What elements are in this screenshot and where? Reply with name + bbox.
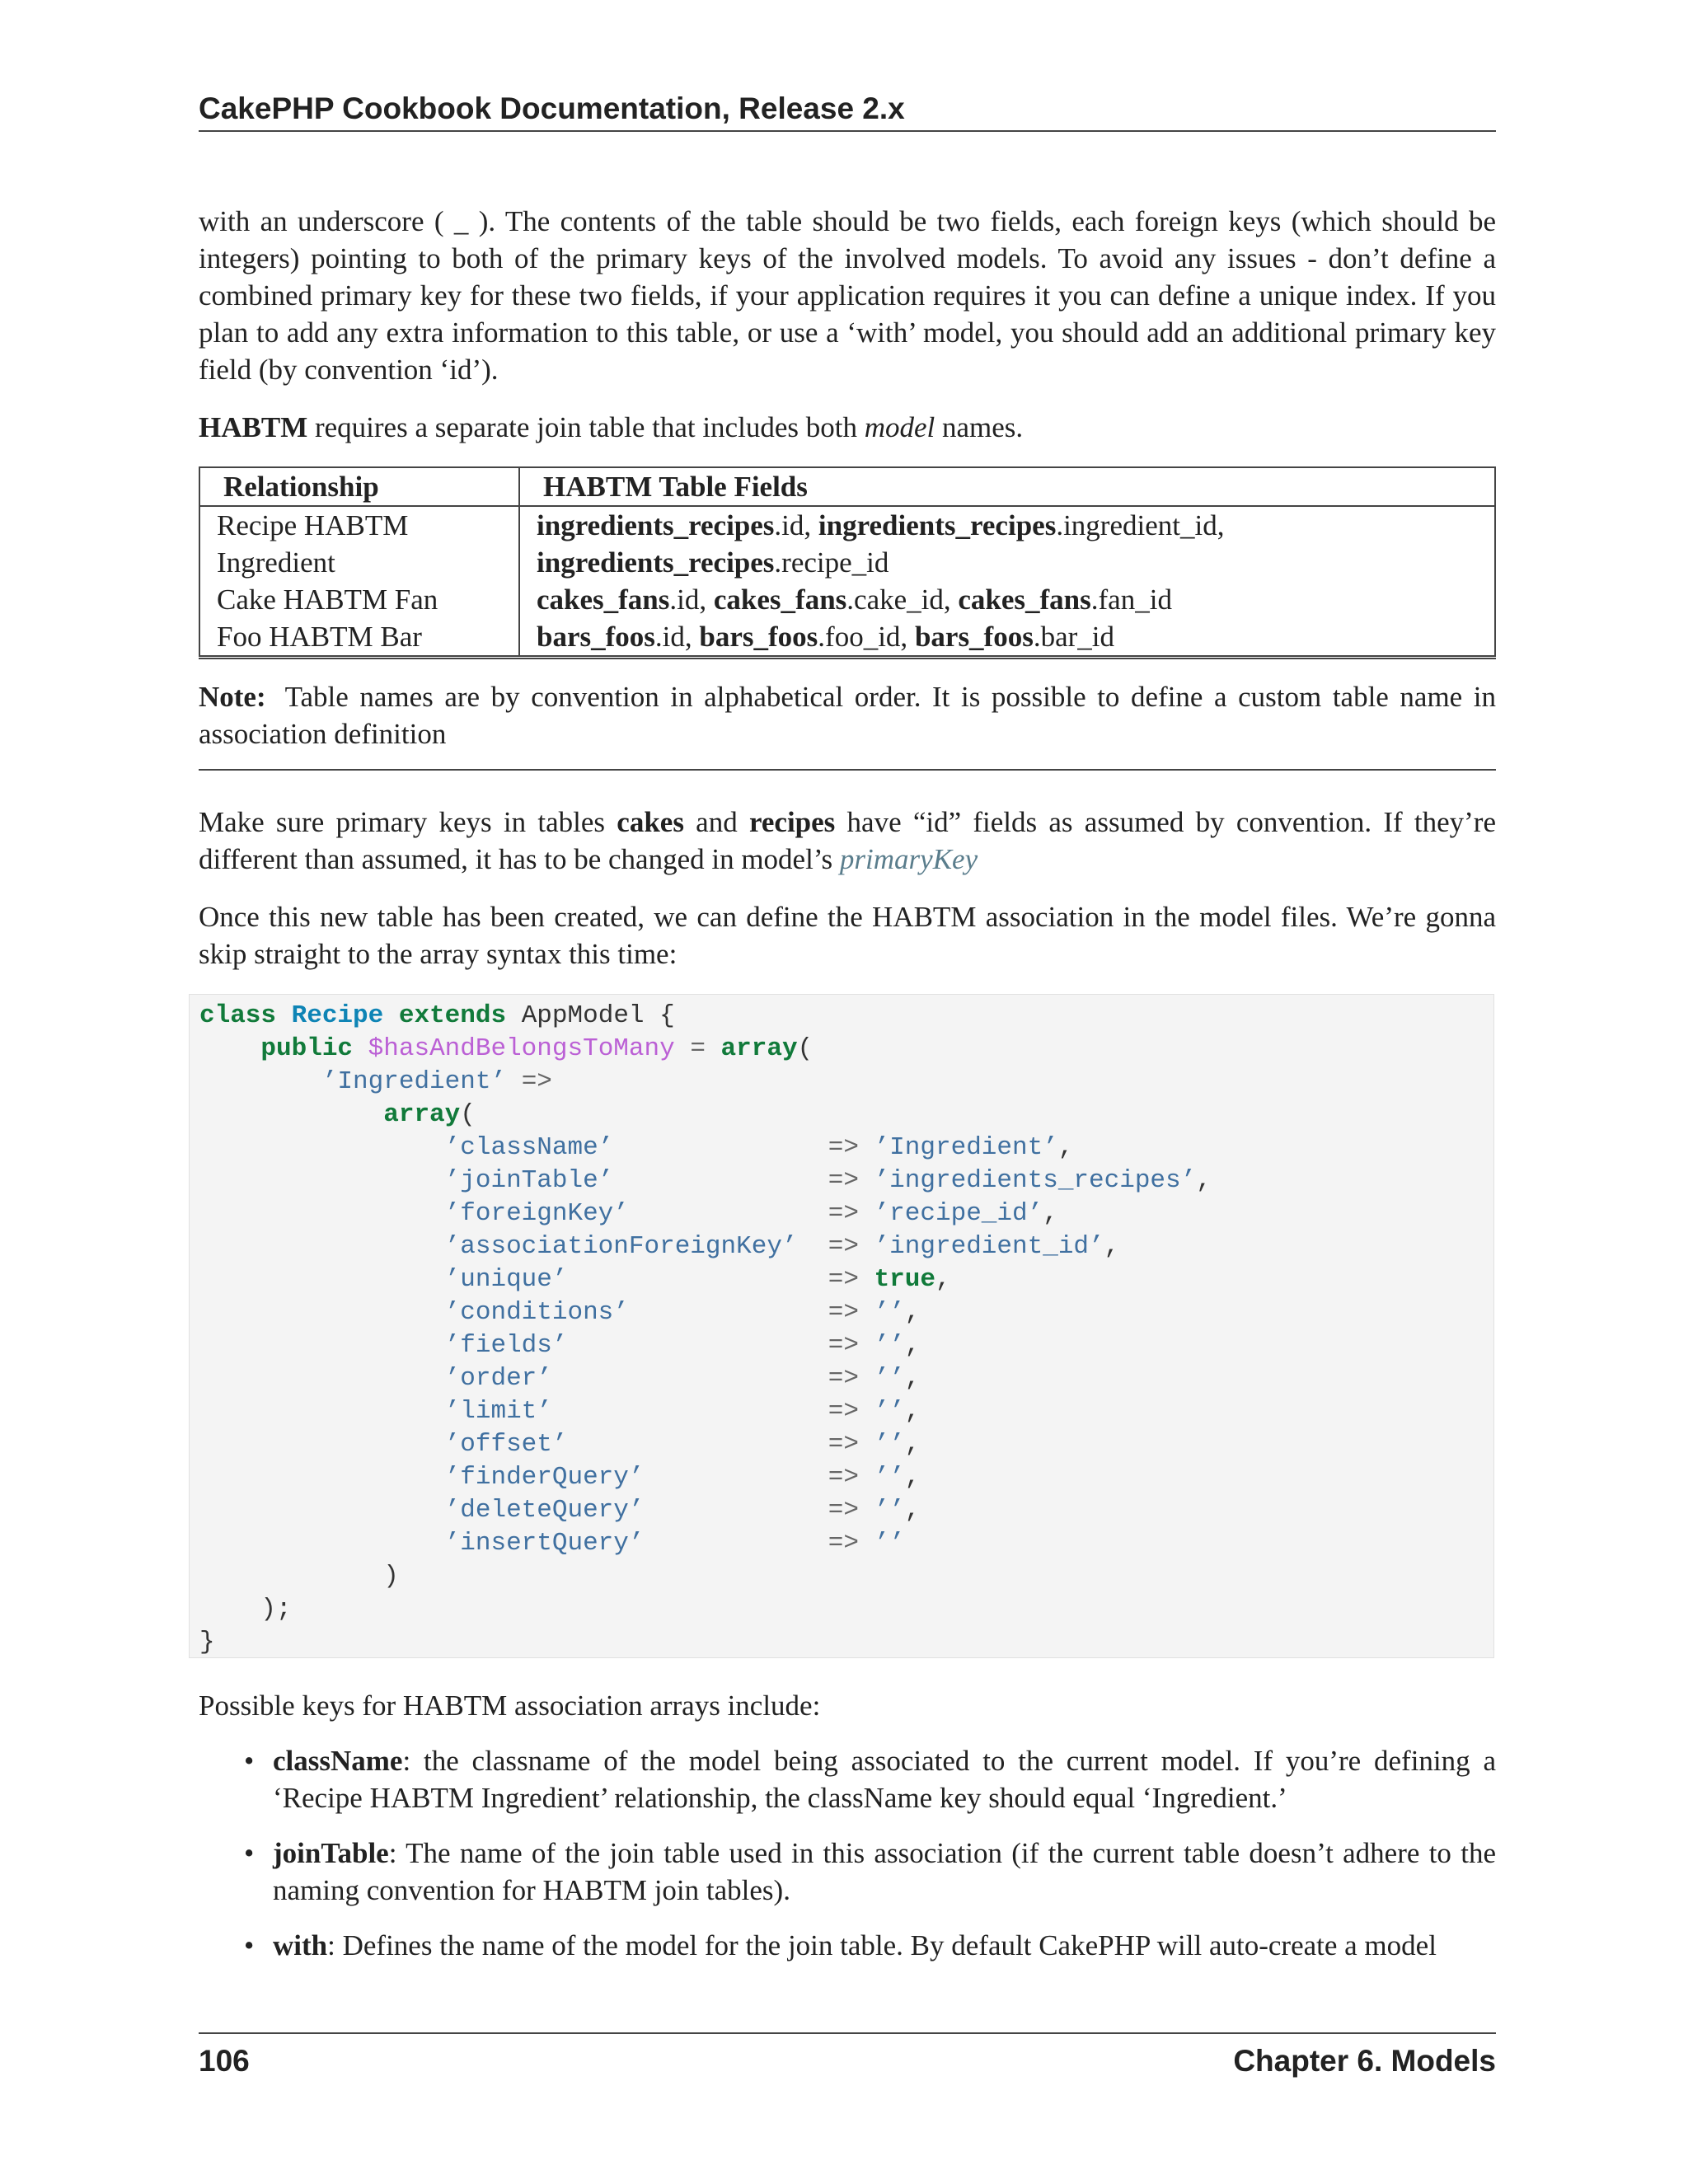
cell-relationship: Recipe HABTM Ingredient <box>217 509 409 579</box>
list-item: • className: the classname of the model being associated to the current model. If you’re defining a ‘Recipe HABTM Ingredient’ relationship, the className key should equal ‘Ingredient.’ <box>244 1745 1496 1814</box>
habtm-term: HABTM <box>199 411 308 443</box>
table-row <box>199 618 1495 658</box>
code-line: ’foreignKey’ => ’recipe_id’, <box>444 1199 1058 1228</box>
list-item: • with: Defines the name of the model for the join table. By default CakePHP will auto-create a model <box>244 1929 1437 1961</box>
code-line: ’limit’ => ’’, <box>444 1397 921 1426</box>
code-block: class Recipe extends AppModel { public $hasAndBelongsToMany = array( ’Ingredient’ => array( ’className’ => ’Ingredient’, ’joinTable’ => ’ingredients_recipes’, ’foreignKey’ => ’recipe_id’, ’associationForeignKey’ => ’ingredient_id’, ’unique’ => true, ’conditions’ => ’’, ’fields’ => ’’, ’order’ => ’’, ’limit’ => ’’, ’offset’ => ’’, ’finderQuery’ => ’’, ’deleteQuery’ => ’’, ’insertQuery’ => ’’ ) ); } <box>189 994 1494 1658</box>
cell-fields: ingredients_recipes.id, ingredients_recipes.ingredient_id, ingredients_recipes.recipe_id <box>519 506 1495 581</box>
table-row <box>199 506 1495 581</box>
code-key: ’insertQuery’ <box>444 1529 645 1558</box>
keys-list <box>199 1742 1496 1982</box>
code-key: ’foreignKey’ <box>444 1199 629 1228</box>
code-key: ’offset’ <box>444 1430 568 1459</box>
paragraph-primary-keys: Make sure primary keys in tables cakes and recipes have “id” fields as assumed by convention. If they’re different than assumed, it has to be changed in model’s primaryKey <box>199 806 1496 875</box>
paragraph-join-table: with an underscore ( _ ). The contents of the table should be two fields, each foreign keys (which should be integers) pointing to both of the primary keys of the involved models. To avoid any issues - don’t define a combined primary key for these two fields, if your application requires it you can define a unique index. If you plan to add any extra information to this table, or use a ‘with’ model, you should add an additional primary key field (by convention ‘id’). <box>199 205 1496 386</box>
table-row <box>199 581 1495 618</box>
code-line: ’fields’ => ’’, <box>444 1331 921 1360</box>
habtm-table <box>199 466 1496 659</box>
code-line: ’className’ => ’Ingredient’, <box>444 1133 1074 1162</box>
model-term: model <box>864 411 935 443</box>
code-key: ’unique’ <box>444 1265 568 1294</box>
code-line: ’order’ => ’’, <box>444 1364 921 1393</box>
code-key: ’joinTable’ <box>444 1166 614 1195</box>
code-value: ’’ <box>874 1463 905 1492</box>
code-value: ’’ <box>874 1364 905 1393</box>
code-key: ’conditions’ <box>444 1298 629 1327</box>
code-key: ’order’ <box>444 1364 552 1393</box>
cell-fields: bars_foos.id, bars_foos.foo_id, bars_foos.bar_id <box>519 618 1495 658</box>
cell-relationship: Foo HABTM Bar <box>217 621 422 653</box>
code-line: ’deleteQuery’ => ’’, <box>444 1496 921 1525</box>
column-header-fields: HABTM Table Fields <box>519 467 1495 506</box>
code-line: ’associationForeignKey’ => ’ingredient_id’, <box>444 1232 1120 1261</box>
column-header-relationship: Relationship <box>199 467 519 506</box>
chapter-title: Chapter 6. Models <box>1233 2044 1496 2078</box>
code-value: ’Ingredient’ <box>874 1133 1058 1162</box>
code-value: ’ingredient_id’ <box>874 1232 1104 1261</box>
cell-fields: cakes_fans.id, cakes_fans.cake_id, cakes_fans.fan_id <box>519 581 1495 618</box>
code-value: ’’ <box>874 1496 905 1525</box>
list-item: • joinTable: The name of the join table used in this association (if the current table doesn’t adhere to the naming convention for HABTM join tables). <box>244 1837 1496 1906</box>
primarykey-link[interactable]: primaryKey <box>839 843 978 875</box>
code-line: ’offset’ => ’’, <box>444 1430 921 1459</box>
note-text: Table names are by convention in alphabetical order. It is possible to define a custom table name in association definition <box>199 681 1496 750</box>
paragraph-possible-keys: Possible keys for HABTM association arrays include: <box>199 1690 821 1722</box>
code-value: ’ingredients_recipes’ <box>874 1166 1197 1195</box>
code-value: ’’ <box>874 1331 905 1360</box>
code-line: ’conditions’ => ’’, <box>444 1298 921 1327</box>
code-value: ’’ <box>874 1529 905 1558</box>
code-key: ’className’ <box>444 1133 614 1162</box>
code-line: ’unique’ => true, <box>444 1265 951 1294</box>
page-footer <box>199 2032 1496 2079</box>
code-value: ’’ <box>874 1430 905 1459</box>
cell-relationship: Cake HABTM Fan <box>217 583 438 616</box>
code-key: ’deleteQuery’ <box>444 1496 645 1525</box>
code-key: ’fields’ <box>444 1331 568 1360</box>
note-label: Note: <box>199 681 266 713</box>
paragraph-array-syntax: Once this new table has been created, we can define the HABTM association in the model files. We’re gonna skip straight to the array syntax this time: <box>199 901 1496 970</box>
code-value: ’recipe_id’ <box>874 1199 1043 1228</box>
code-line: ’insertQuery’ => ’’ <box>444 1529 905 1558</box>
running-header: CakePHP Cookbook Documentation, Release 2.x <box>199 91 1496 132</box>
code-entries <box>199 1133 1212 1558</box>
code-key: ’limit’ <box>444 1397 552 1426</box>
page-number: 106 <box>199 2044 250 2078</box>
table-header-row <box>199 467 1495 506</box>
code-key: ’finderQuery’ <box>444 1463 645 1492</box>
code-line: ’finderQuery’ => ’’, <box>444 1463 921 1492</box>
code-value: ’’ <box>874 1298 905 1327</box>
code-key: ’associationForeignKey’ <box>444 1232 798 1261</box>
note-box <box>199 678 1496 771</box>
paragraph-habtm-requires: HABTM requires a separate join table that includes both model names. <box>199 411 1024 443</box>
code-line: ’joinTable’ => ’ingredients_recipes’, <box>444 1166 1212 1195</box>
code-value: ’’ <box>874 1397 905 1426</box>
code-value: true <box>874 1265 935 1294</box>
